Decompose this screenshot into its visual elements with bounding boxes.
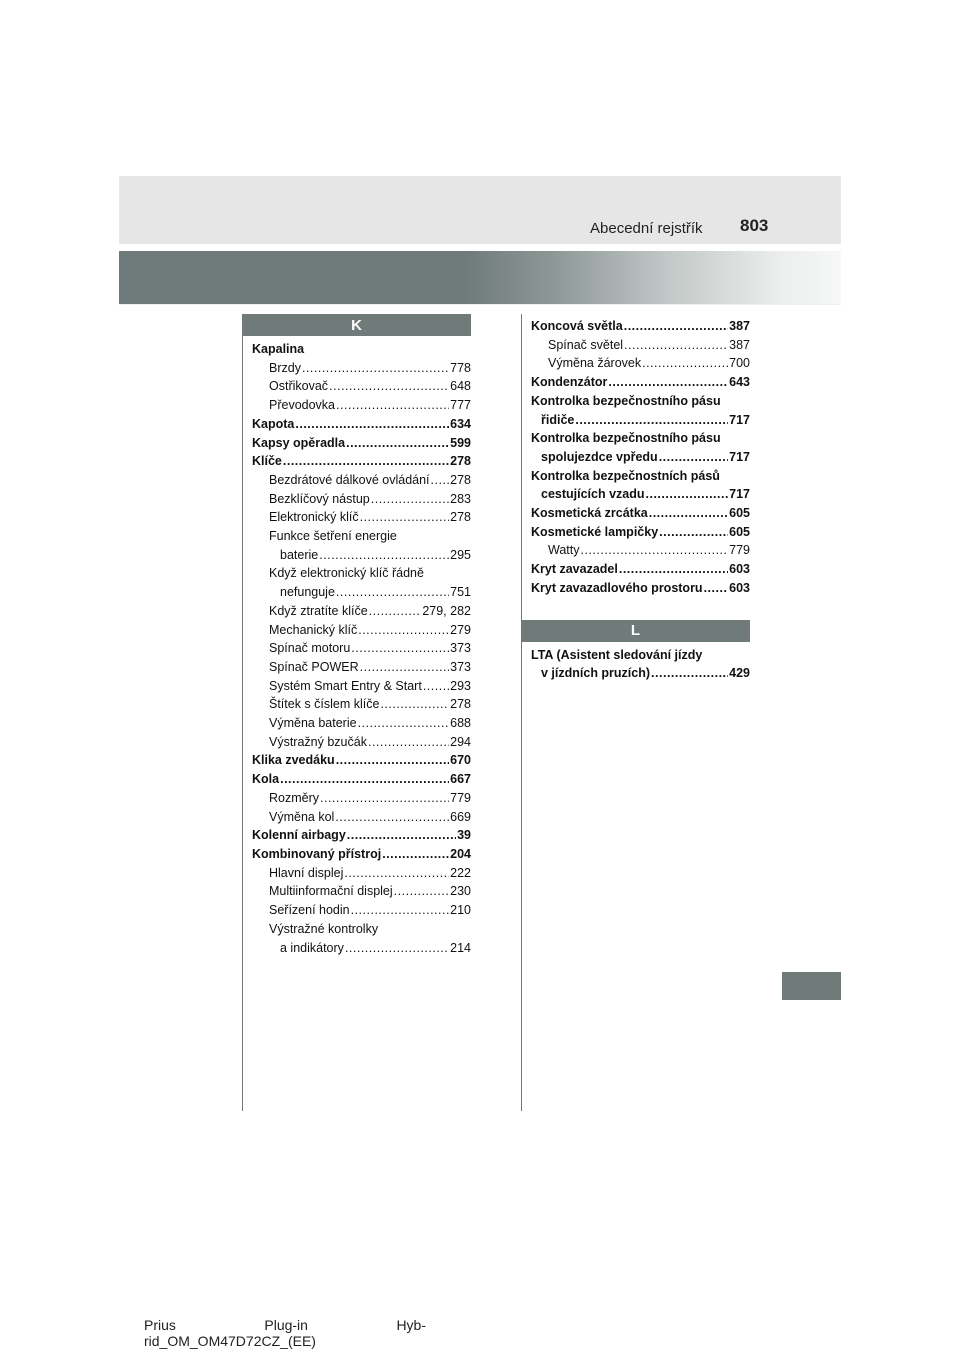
entry-page-ref: 779 [450, 790, 471, 805]
entry-term: LTA (Asistent sledování jízdy [531, 647, 703, 662]
entry-term: cestujících vzadu [541, 487, 645, 502]
entry-term: Spínač POWER [269, 659, 359, 674]
index-entry [531, 560, 750, 579]
entry-page-ref: 670 [450, 753, 471, 768]
entry-page-ref: 603 [729, 580, 750, 595]
entry-page-ref: 214 [450, 940, 471, 955]
entry-term: Rozměry [269, 790, 320, 805]
entry-page-ref: 283 [450, 491, 471, 506]
entry-page-ref: 717 [729, 412, 750, 427]
entry-term: baterie [280, 547, 319, 562]
entry-page-ref: 688 [450, 716, 471, 731]
entry-term: Kosmetická zrcátka [531, 506, 648, 521]
dot-leader [302, 359, 449, 378]
entry-term: spolujezdce vpředu [541, 449, 658, 464]
entry-term: Kapalina [252, 342, 305, 356]
index-entry [531, 504, 750, 523]
dot-leader [423, 677, 449, 696]
entry-term: Kombinovaný přístroj [252, 846, 382, 861]
entry-page-ref: 222 [450, 865, 471, 880]
chapter-gradient-bar [119, 251, 841, 304]
page-number: 803 [740, 216, 769, 235]
entry-term: Kolenní airbagy [252, 828, 346, 843]
index-entry [252, 415, 471, 434]
entry-page-ref: 603 [729, 562, 750, 577]
dot-leader [651, 664, 728, 683]
entry-term: Výstražný bzučák [269, 734, 367, 749]
entry-term: Štítek s číslem klíče [269, 697, 380, 712]
entry-term: Výměna baterie [269, 716, 357, 731]
entry-term: v jízdních pruzích) [541, 666, 651, 681]
entry-page-ref: 204 [450, 846, 471, 861]
index-entry [252, 471, 471, 490]
entry-page-ref: 717 [729, 487, 750, 502]
entry-term: Bezdrátové dálkové ovládání [269, 472, 430, 487]
index-entry [252, 751, 471, 770]
entry-page-ref: 643 [729, 375, 750, 390]
chapter-side-tab [782, 972, 841, 1000]
dot-leader [431, 471, 450, 490]
entry-term: Kapsy opěradla [252, 435, 346, 450]
index-entry [531, 429, 750, 448]
dot-leader [320, 789, 449, 808]
dot-leader [345, 939, 449, 958]
index-entry [531, 411, 750, 430]
entry-term: Převodovka [269, 398, 336, 413]
index-entry [531, 392, 750, 411]
entry-term: Klíče [252, 454, 282, 469]
entry-page-ref: 279 [450, 622, 471, 637]
entry-page-ref: 210 [450, 903, 471, 918]
index-column-right [521, 314, 750, 683]
entry-page-ref: 700 [729, 356, 750, 371]
entry-term: řidiče [541, 412, 575, 427]
index-entry [252, 639, 471, 658]
index-entry [252, 920, 471, 939]
dot-leader [344, 864, 449, 883]
index-entry [252, 770, 471, 789]
entry-term: Hlavní displej [269, 865, 344, 880]
index-entry [531, 336, 750, 355]
dot-leader [624, 336, 728, 355]
dot-leader [382, 845, 449, 864]
dot-leader [642, 354, 728, 373]
entry-page-ref: 667 [450, 772, 471, 787]
entry-term: Koncová světla [531, 319, 623, 333]
section-title: Abecední rejstřík [590, 220, 703, 237]
index-entry [252, 695, 471, 714]
entry-page-ref: 278 [450, 454, 471, 469]
dot-leader [336, 751, 449, 770]
entry-page-ref: 387 [729, 337, 750, 352]
dot-leader [659, 448, 728, 467]
dot-leader [335, 808, 449, 827]
entry-term: Seřízení hodin [269, 903, 350, 918]
entry-page-ref: 230 [450, 884, 471, 899]
entry-page-ref: 278 [450, 697, 471, 712]
entry-term: Kola [252, 772, 280, 787]
entry-page-ref: 39 [457, 828, 471, 843]
index-entry [531, 317, 750, 336]
entry-term: Funkce šetření energie [269, 529, 397, 544]
index-entry [252, 564, 471, 583]
entry-term: Když ztratíte klíče [269, 603, 368, 618]
entry-term: Kryt zavazadlového prostoru [531, 580, 703, 595]
index-entry [252, 621, 471, 640]
index-entry [252, 677, 471, 696]
entry-page-ref: 295 [450, 547, 471, 562]
index-entry [531, 354, 750, 373]
entry-term: a indikátory [280, 940, 344, 955]
dot-leader [336, 396, 449, 415]
entry-term: Kontrolka bezpečnostních pásů [531, 468, 720, 483]
dot-leader [646, 485, 729, 504]
index-entry [531, 448, 750, 467]
index-entries-k [242, 336, 471, 957]
dot-leader [351, 639, 449, 658]
entry-term: Výstražné kontrolky [269, 921, 379, 936]
dot-leader [624, 317, 728, 336]
header-band [119, 176, 841, 244]
dot-leader [319, 546, 449, 565]
index-entries-l [521, 642, 750, 683]
index-entry [252, 434, 471, 453]
entry-page-ref: 634 [450, 416, 471, 431]
entry-term: Klika zvedáku [252, 753, 335, 768]
index-entry [252, 714, 471, 733]
index-entry [531, 646, 750, 665]
dot-leader [371, 490, 449, 509]
entry-page-ref: 278 [450, 510, 471, 525]
entry-page-ref: 669 [450, 809, 471, 824]
index-entry [252, 789, 471, 808]
index-entry [252, 377, 471, 396]
section-header-k: K [242, 314, 471, 336]
index-entry [252, 359, 471, 378]
entry-term: Spínač motoru [269, 641, 351, 656]
entry-term: Ostřikovač [269, 379, 329, 394]
index-entry [252, 396, 471, 415]
entry-term: Systém Smart Entry & Start [269, 678, 422, 693]
index-entry [252, 808, 471, 827]
entry-page-ref: 779 [729, 543, 750, 558]
dot-leader [295, 415, 449, 434]
entry-term: Kontrolka bezpečnostního pásu [531, 393, 721, 408]
section-header-l: L [521, 620, 750, 642]
index-entry [252, 733, 471, 752]
entry-term: Kryt zavazadel [531, 562, 618, 577]
index-entry [531, 467, 750, 486]
entry-term: Kondenzátor [531, 375, 608, 390]
dot-leader [608, 373, 728, 392]
entry-page-ref: 373 [450, 659, 471, 674]
dot-leader [394, 882, 449, 901]
dot-leader [380, 695, 449, 714]
dot-leader [280, 770, 449, 789]
entry-term: Elektronický klíč [269, 510, 359, 525]
dot-leader [575, 411, 728, 430]
index-entry [252, 845, 471, 864]
entry-term: Watty [548, 543, 580, 558]
dot-leader [358, 714, 450, 733]
entry-term: Výměna žárovek [548, 356, 642, 371]
entry-term: Když elektronický klíč řádně [269, 566, 424, 581]
footer-doc-id [144, 1317, 426, 1349]
dot-leader [368, 733, 449, 752]
index-entry [252, 340, 471, 359]
index-entry [531, 373, 750, 392]
index-entry [252, 901, 471, 920]
index-entry [252, 658, 471, 677]
entry-page-ref: 605 [729, 524, 750, 539]
index-entry [531, 485, 750, 504]
entry-term: Brzdy [269, 360, 301, 375]
entry-term: Bezklíčový nástup [269, 491, 370, 506]
entry-page-ref: 294 [450, 734, 471, 749]
entry-term: Výměna kol [269, 809, 335, 824]
index-entry [252, 864, 471, 883]
dot-leader [346, 434, 449, 453]
entry-page-ref: 751 [450, 585, 471, 600]
entry-page-ref: 717 [729, 449, 750, 464]
dot-leader [360, 658, 450, 677]
entry-page-ref: 293 [450, 678, 471, 693]
entry-term: nefunguje [280, 585, 335, 600]
dot-leader [336, 583, 449, 602]
entry-page-ref: 429 [729, 666, 750, 681]
entry-page-ref: 648 [450, 379, 471, 394]
dot-leader [283, 452, 449, 471]
entry-term: Mechanický klíč [269, 622, 358, 637]
index-entry [252, 583, 471, 602]
footer-hyb: Hyb- [396, 1317, 426, 1333]
dot-leader [369, 602, 422, 621]
index-entry [252, 882, 471, 901]
entry-page-ref: 373 [450, 641, 471, 656]
index-entry [531, 541, 750, 560]
dot-leader [659, 523, 728, 542]
dot-leader [358, 621, 449, 640]
index-column-left [242, 314, 471, 957]
dot-leader [347, 826, 456, 845]
index-entry [531, 664, 750, 683]
index-entry [252, 508, 471, 527]
index-entry [252, 527, 471, 546]
divider [119, 304, 841, 305]
entry-term: Kosmetické lampičky [531, 524, 659, 539]
entry-page-ref: 387 [729, 319, 750, 333]
index-entry [252, 452, 471, 471]
entry-page-ref: 605 [729, 506, 750, 521]
entry-page-ref: 279, 282 [422, 603, 471, 618]
index-entry [252, 602, 471, 621]
index-entries-k-continued [521, 314, 750, 598]
dot-leader [580, 541, 728, 560]
index-entry [531, 579, 750, 598]
index-entry [252, 939, 471, 958]
index-entry [252, 826, 471, 845]
entry-term: Kapota [252, 416, 295, 431]
entry-term: Kontrolka bezpečnostního pásu [531, 431, 721, 446]
index-entry [252, 490, 471, 509]
index-entry [252, 546, 471, 565]
index-entry [531, 523, 750, 542]
dot-leader [649, 504, 728, 523]
footer-plugin: Plug-in [264, 1317, 308, 1333]
entry-page-ref: 778 [450, 360, 471, 375]
footer-prius: Prius [144, 1317, 176, 1333]
footer-doc-code: rid_OM_OM47D72CZ_(EE) [144, 1333, 316, 1349]
dot-leader [704, 579, 729, 598]
dot-leader [329, 377, 449, 396]
entry-term: Multiinformační displej [269, 884, 393, 899]
entry-page-ref: 599 [450, 435, 471, 450]
entry-page-ref: 278 [450, 472, 471, 487]
entry-term: Spínač světel [548, 337, 624, 352]
entry-page-ref: 777 [450, 398, 471, 413]
dot-leader [360, 508, 450, 527]
dot-leader [619, 560, 728, 579]
dot-leader [351, 901, 450, 920]
